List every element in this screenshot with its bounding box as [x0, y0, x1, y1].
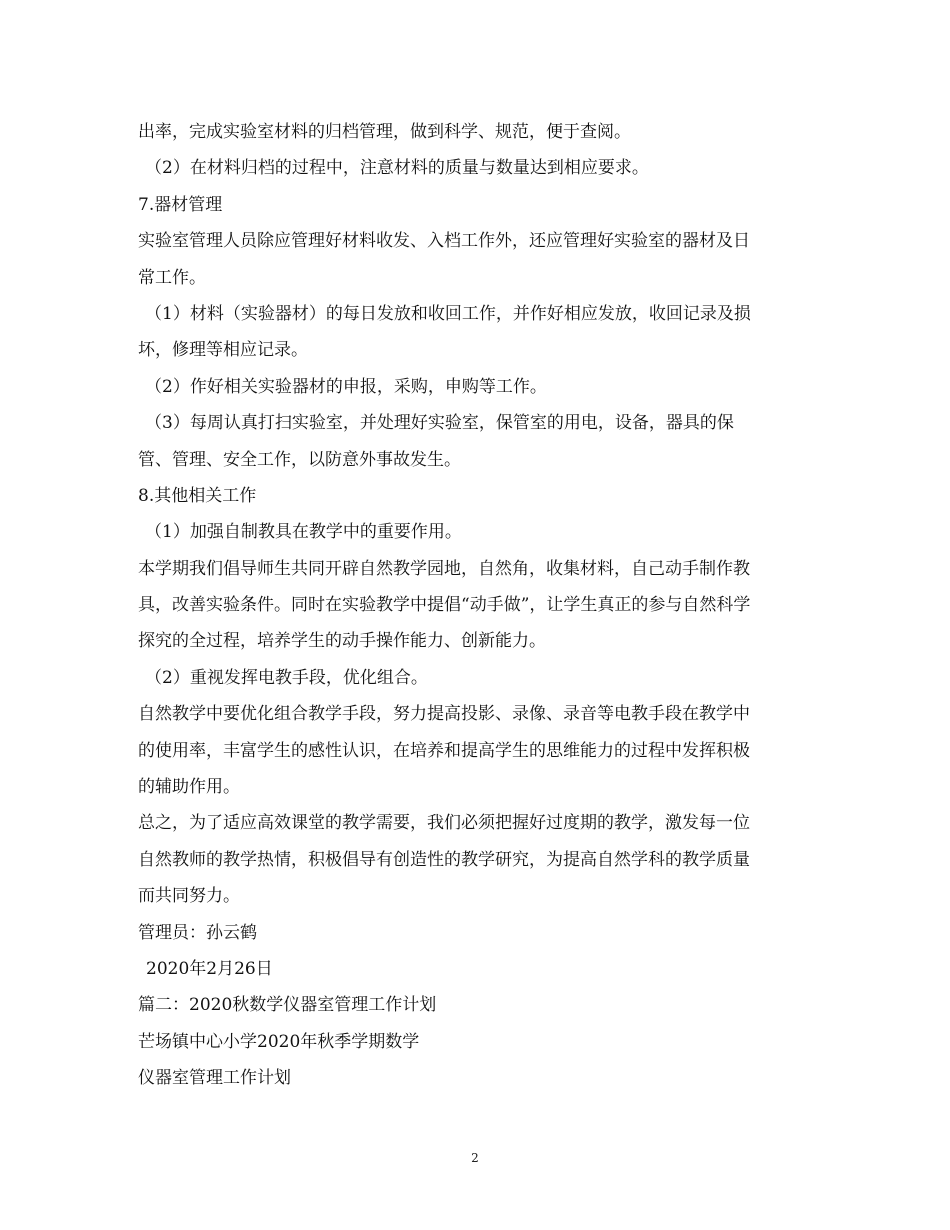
- paragraph-line-self-made-2: 具，改善实验条件。同时在实验教学中提倡“动手做”，让学生真正的参与自然科学: [138, 595, 751, 616]
- paragraph-line-electronic-1: 自然教学中要优化组合教学手段，努力提高投影、录像、录音等电教手段在教学中: [138, 704, 750, 725]
- paragraph-line-archive-rate: 出率，完成实验室材料的归档管理，做到科学、规范，便于查阅。: [138, 122, 631, 142]
- list-item-electronic-teaching: （2）重视发挥电教手段，优化组合。: [145, 667, 428, 688]
- paragraph-line-summary-1: 总之，为了适应高效课堂的教学需要，我们必须把握好过度期的教学，激发每一位: [138, 813, 750, 834]
- section-heading-equipment: 7.器材管理: [138, 194, 223, 215]
- school-plan-subtitle: 仪器室管理工作计划: [138, 1068, 291, 1089]
- list-item-weekly-cleaning: （3）每周认真打扫实验室，并处理好实验室，保管室的用电，设备，器具的保: [145, 413, 734, 434]
- paragraph-line-electronic-3: 的辅助作用。: [138, 777, 240, 798]
- paragraph-line-equipment-2: 常工作。: [138, 267, 206, 288]
- document-body: [138, 114, 818, 1097]
- list-item-daily-distribution-cont: 坏，修理等相应记录。: [138, 340, 308, 361]
- list-item-procurement: （2）作好相关实验器材的申报，采购，申购等工作。: [145, 376, 547, 397]
- section-heading-other-work: 8.其他相关工作: [138, 485, 257, 506]
- list-item-archive-quality: （2）在材料归档的过程中，注意材料的质量与数量达到相应要求。: [145, 158, 649, 179]
- page-number: 2: [471, 1151, 479, 1165]
- paragraph-line-electronic-2: 的使用率，丰富学生的感性认识，在培养和提高学生的思维能力的过程中发挥积极: [138, 740, 750, 761]
- list-item-daily-distribution: （1）材料（实验器材）的每日发放和收回工作，并作好相应发放，收回记录及损: [145, 303, 751, 324]
- paragraph-line-self-made-1: 本学期我们倡导师生共同开辟自然教学园地，自然角，收集材料，自己动手制作教: [138, 558, 750, 579]
- administrator-signature: 管理员：孙云鹤: [138, 922, 257, 943]
- paragraph-line-self-made-3: 探究的全过程，培养学生的动手操作能力、创新能力。: [138, 631, 546, 652]
- part-two-title: 篇二：2020秋数学仪器室管理工作计划: [138, 995, 437, 1016]
- paragraph-line-summary-2: 自然教师的教学热情，积极倡导有创造性的教学研究，为提高自然学科的教学质量: [138, 849, 750, 870]
- paragraph-line-summary-3: 而共同努力。: [138, 886, 240, 907]
- list-item-self-made-aids: （1）加强自制教具在教学中的重要作用。: [145, 522, 462, 543]
- document-date: 2020年2月26日: [146, 958, 273, 979]
- paragraph-line-equipment-1: 实验室管理人员除应管理好材料收发、入档工作外，还应管理好实验室的器材及日: [138, 231, 750, 252]
- school-plan-title: 芒场镇中心小学2020年秋季学期数学: [138, 1031, 420, 1052]
- list-item-weekly-cleaning-cont: 管、管理、安全工作，以防意外事故发生。: [138, 449, 461, 470]
